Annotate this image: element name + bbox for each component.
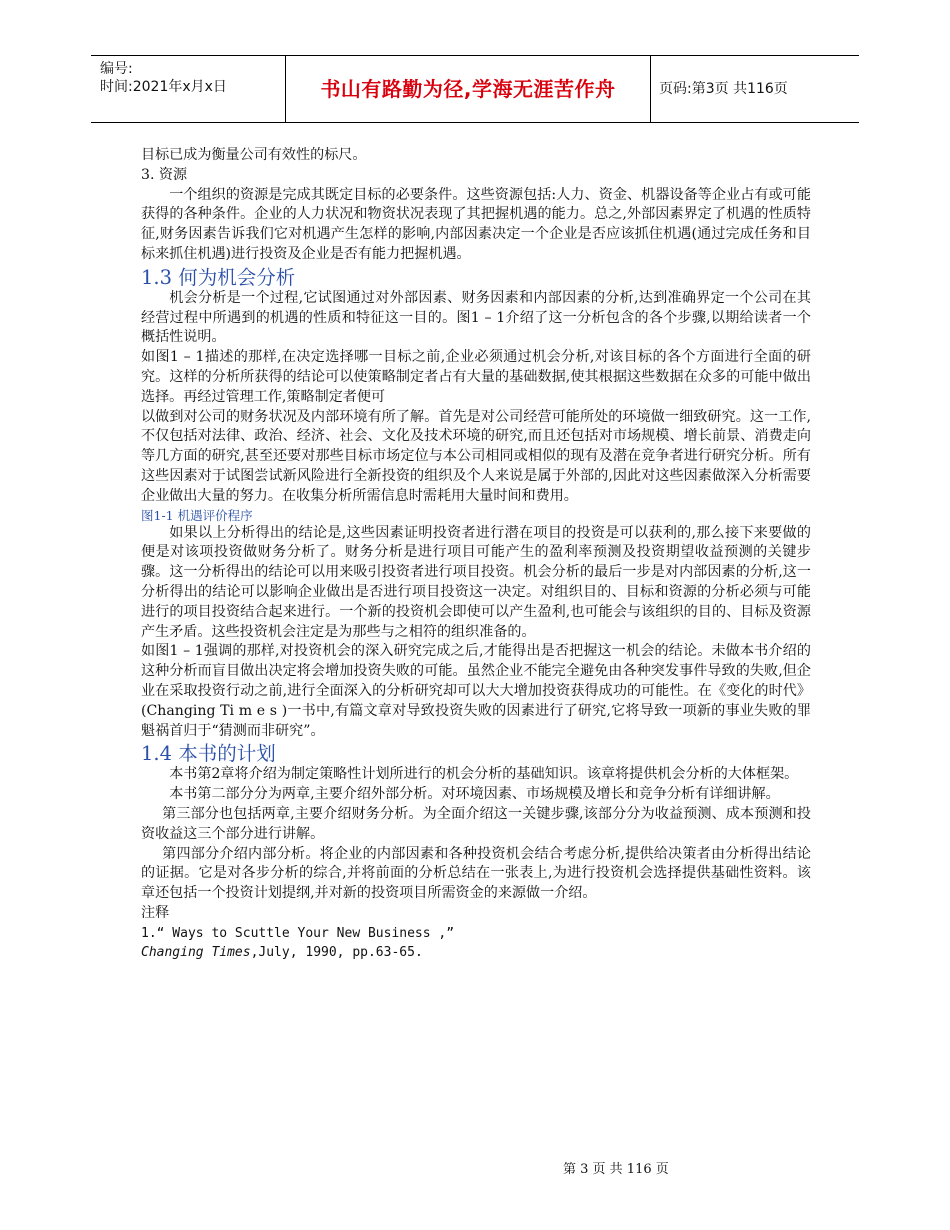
note-source-details: ,July, 1990, pp.63-65. [250,945,423,961]
number-label: 编号: [100,61,133,77]
paragraph: 以做到对公司的财务状况及内部环境有所了解。首先是对公司经营可能所处的环境做一细致研究。这一工作,不仅包括对法律、政治、经济、社会、文化及技术环境的研究,而且还包括对市场规模、增长前景、消费走向等几方面的研究,甚至还要对那些目标市场定位与本公司相同或相似的现有及潜在竞争者进行研究分析。所有这些因素对于试图尝试新风险进行全新投资的组织及个人来说是属于外部的,因此对这些因素做深入分析需要企业做出大量的努力。在收集分析所需信息时需耗用大量时间和费用。 [141,408,811,504]
header-motto: 书山有路勤为径,学海无涯苦作舟 [286,56,651,122]
note-line: 1.“ Ways to Scuttle Your New Business ,” [141,925,455,941]
section-heading: 1.3 何为机会分析 [141,265,296,289]
document-body [141,146,811,963]
note-source-title: Changing Times [141,945,251,961]
paragraph: 本书第2章将介绍为制定策略性计划所进行的机会分析的基础知识。该章将提供机会分析的大体框架。 [169,766,799,783]
figure-caption: 图1-1 机遇评价程序 [141,507,253,523]
paragraph: 目标已成为衡量公司有效性的标尺。 [141,147,367,163]
paragraph: 机会分析是一个过程,它试图通过对外部因素、财务因素和内部因素的分析,达到准确界定一个公司在其经营过程中所遇到的机遇的性质和特征这一目的。图1 – 1介绍了这一分析包含的各个步骤,以期给读者一个概括性说明。 [141,289,811,346]
notes-heading: 注释 [141,904,170,921]
section-heading: 1.4 本书的计划 [141,742,276,766]
page-header [91,55,859,123]
paragraph: 一个组织的资源是完成其既定目标的必要条件。这些资源包括:人力、资金、机器设备等企业占有或可能获得的各种条件。企业的人力状况和物资状况表现了其把握机遇的能力。总之,外部因素界定了机遇的性质特征,财务因素告诉我们它对机遇产生怎样的影响,内部因素决定一个企业是否应该抓住机遇(通过完成任务和目标来抓住机遇)进行投资及企业是否有能力把握机遇。 [141,186,811,262]
paragraph: 如果以上分析得出的结论是,这些因素证明投资者进行潜在项目的投资是可以获利的,那么接下来要做的便是对该项投资做财务分析了。财务分析是进行项目可能产生的盈利率预测及投资期望收益预测的关键步骤。这一分析得出的结论可以用来吸引投资者进行项目投资。机会分析的最后一步是对内部因素的分析,这一分析得出的结论可以影响企业做出是否进行项目投资这一决定。对组织目的、目标和资源的分析必须与可能进行的项目投资结合起来进行。一个新的投资机会即使可以产生盈利,也可能会与该组织的目的、目标及资源产生矛盾。这些投资机会注定是为那些与之相符的组织准备的。 [141,524,811,640]
paragraph: 如图1 – 1强调的那样,对投资机会的深入研究完成之后,才能得出是否把握这一机会的结论。未做本书介绍的这种分析而盲目做出决定将会增加投资失败的可能。虽然企业不能完全避免由各种突发事件导致的失败,但企业在采取投资行动之前,进行全面深入的分析研究却可以大大增加投资获得成功的可能性。在《变化的时代》(Changing Ti m e s )一书中,有篇文章对导致投资失败的因素进行了研究,它将导致一项新的事业失败的罪魁祸首归于“猜测而非研究”。 [141,643,811,739]
paragraph: 如图1 – 1描述的那样,在决定选择哪一目标之前,企业必须通过机会分析,对该目标的各个方面进行全面的研究。这样的分析所获得的结论可以使策略制定者占有大量的基础数据,使其根据这些数据在众多的可能中做出选择。再经过管理工作,策略制定者便可 [141,349,811,405]
page-footer: 第 3 页 共 116 页 [563,1162,669,1177]
paragraph: 第四部分介绍内部分析。将企业的内部因素和各种投资机会结合考虑分析,提供给决策者由分析得出结论的证据。它是对各步分析的综合,并将前面的分析总结在一张表上,为进行投资机会选择提供基础性资料。该章还包括一个投资计划提纲,并对新的投资项目所需资金的来源做一介绍。 [141,845,811,902]
header-meta [91,56,286,122]
paragraph: 本书第二部分分为两章,主要介绍外部分析。对环境因素、市场规模及增长和竞争分析有详细讲解。 [169,786,780,803]
header-page-info: 页码:第3页 共116页 [659,81,788,97]
date-label: 时间:2021年x月x日 [100,79,227,95]
note-line [141,943,811,963]
list-heading: 3. 资源 [141,166,188,183]
paragraph: 第三部分也包括两章,主要介绍财务分析。为全面介绍这一关键步骤,该部分分为收益预测、成本预测和投资收益这三个部分进行讲解。 [141,805,811,842]
